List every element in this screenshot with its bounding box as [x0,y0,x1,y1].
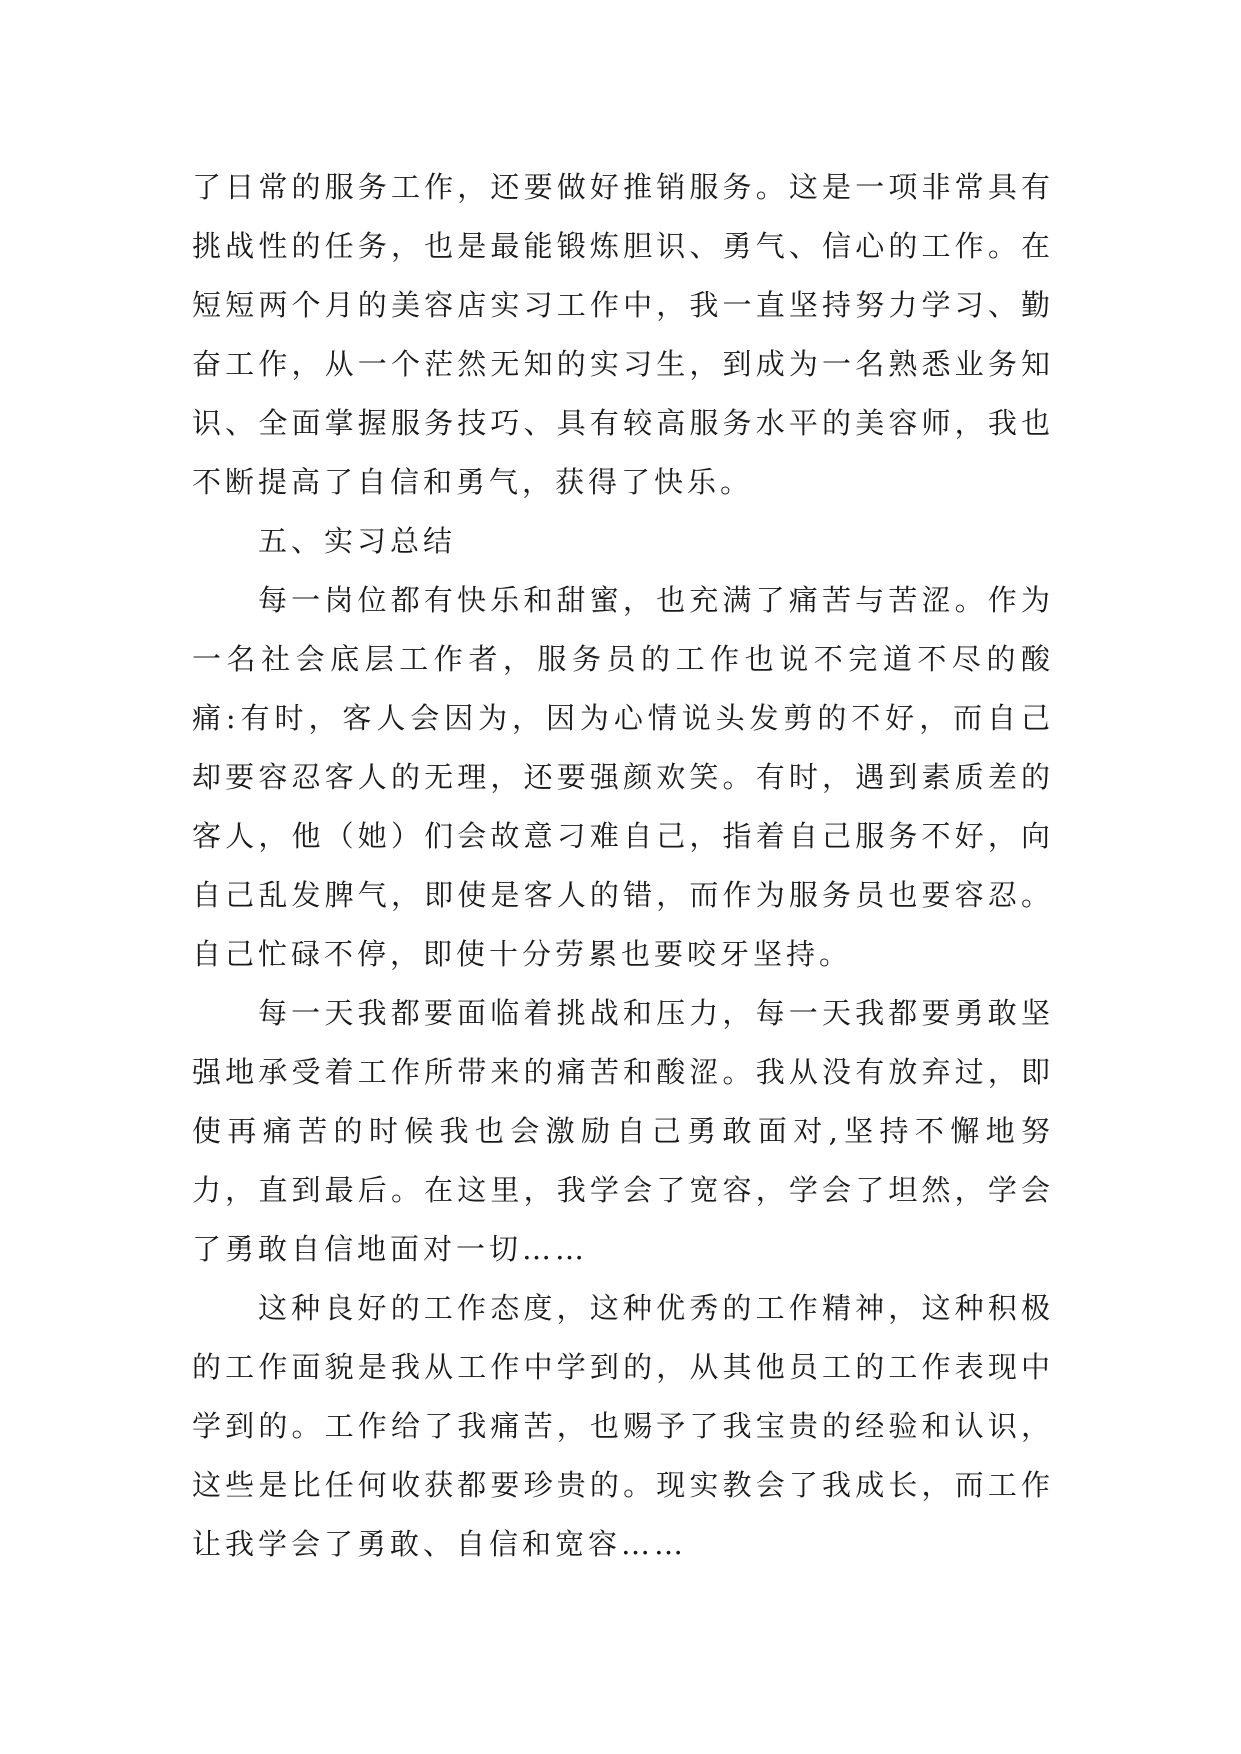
paragraph-continuation: 了日常的服务工作，还要做好推销服务。这是一项非常具有挑战性的任务，也是最能锻炼胆识、勇气、信心的工作。在短短两个月的美容店实习工作中，我一直坚持努力学习、勤奋工作，从一个茫然无知的实习生，到成为一名熟悉业务知识、全面掌握服务技巧、具有较高服务水平的美容师，我也不断提高了自信和勇气，获得了快乐。 [192,170,1054,499]
paragraph-perseverance: 每一天我都要面临着挑战和压力，每一天我都要勇敢坚强地承受着工作所带来的痛苦和酸涩。我从没有放弃过，即使再痛苦的时候我也会激励自己勇敢面对,坚持不懈地努力，直到最后。在这里，我学会了宽容，学会了坦然，学会了勇敢自信地面对一切…… [192,996,1054,1266]
paragraph-hardships: 每一岗位都有快乐和甜蜜，也充满了痛苦与苦涩。作为一名社会底层工作者，服务员的工作也说不完道不尽的酸痛:有时，客人会因为，因为心情说头发剪的不好，而自己却要容忍客人的无理，还要强颜欢笑。有时，遇到素质差的客人，他（她）们会故意刁难自己，指着自己服务不好，向自己乱发脾气，即使是客人的错，而作为服务员也要容忍。自己忙碌不停，即使十分劳累也要咬牙坚持。 [192,583,1054,971]
paragraph-lessons: 这种良好的工作态度，这种优秀的工作精神，这种积极的工作面貌是我从工作中学到的，从其他员工的工作表现中学到的。工作给了我痛苦，也赐予了我宝贵的经验和认识，这些是比任何收获都要珍贵的。现实教会了我成长，而工作让我学会了勇敢、自信和宽容…… [192,1291,1054,1561]
section-heading-summary: 五、实习总结 [258,524,457,558]
document-body [192,158,1054,1574]
